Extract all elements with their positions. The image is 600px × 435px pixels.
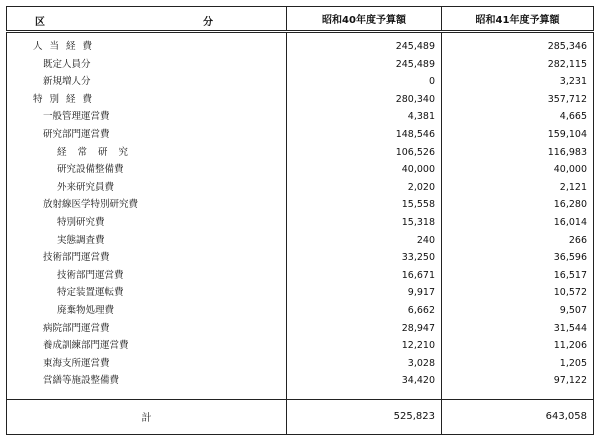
- row-fy40-value: 40,000: [287, 161, 442, 179]
- row-fy40-value: 28,947: [287, 320, 442, 338]
- total-fy41: 643,058: [442, 399, 594, 434]
- row-fy41-value: 16,280: [442, 196, 594, 214]
- row-fy41-value: 282,115: [442, 56, 594, 74]
- row-fy41-value: 9,507: [442, 302, 594, 320]
- row-label: 外来研究員費: [7, 179, 287, 197]
- header-category: [7, 7, 287, 32]
- row-fy40-value: 148,546: [287, 126, 442, 144]
- table-row: [7, 56, 594, 74]
- row-fy40-value: 16,671: [287, 267, 442, 285]
- row-fy41-value: 159,104: [442, 126, 594, 144]
- table-body: [7, 32, 594, 390]
- row-fy41-value: 16,517: [442, 267, 594, 285]
- row-fy41-value: 1,205: [442, 355, 594, 373]
- header-fy41: 昭和41年度予算額: [442, 7, 594, 32]
- row-label: 研究部門運営費: [7, 126, 287, 144]
- total-label: 計: [7, 399, 287, 434]
- row-fy40-value: 34,420: [287, 372, 442, 390]
- total-fy40: 525,823: [287, 399, 442, 434]
- row-label: 新規増人分: [7, 73, 287, 91]
- total-row: [7, 399, 594, 434]
- row-label: 病院部門運営費: [7, 320, 287, 338]
- row-fy40-value: 0: [287, 73, 442, 91]
- table-row: [7, 355, 594, 373]
- header-row: [7, 7, 594, 32]
- table-row: [7, 126, 594, 144]
- row-label: 研究設備整備費: [7, 161, 287, 179]
- header-category-left: 区: [35, 17, 45, 28]
- row-fy41-value: 3,231: [442, 73, 594, 91]
- row-label: 技術部門運営費: [7, 249, 287, 267]
- row-label: 技術部門運営費: [7, 267, 287, 285]
- row-fy41-value: 116,983: [442, 144, 594, 162]
- row-fy41-value: 285,346: [442, 32, 594, 56]
- row-fy40-value: 15,558: [287, 196, 442, 214]
- budget-table: [6, 6, 594, 435]
- row-label: 特 別 経 費: [7, 91, 287, 109]
- row-fy40-value: 280,340: [287, 91, 442, 109]
- row-fy41-value: 31,544: [442, 320, 594, 338]
- header-fy40: 昭和40年度予算額: [287, 7, 442, 32]
- table-row: [7, 267, 594, 285]
- row-fy40-value: 3,028: [287, 355, 442, 373]
- row-label: 実態調査費: [7, 232, 287, 250]
- table-row: [7, 196, 594, 214]
- table-row: [7, 302, 594, 320]
- row-fy40-value: 15,318: [287, 214, 442, 232]
- row-label: 特定装置運転費: [7, 284, 287, 302]
- table-row: [7, 91, 594, 109]
- table-row: [7, 372, 594, 390]
- row-fy41-value: 357,712: [442, 91, 594, 109]
- table-row: [7, 214, 594, 232]
- row-fy41-value: 97,122: [442, 372, 594, 390]
- row-label: 東海支所運営費: [7, 355, 287, 373]
- table-row: [7, 249, 594, 267]
- table-row: [7, 73, 594, 91]
- total-section: [7, 399, 594, 434]
- row-label: 放射線医学特別研究費: [7, 196, 287, 214]
- row-fy40-value: 106,526: [287, 144, 442, 162]
- row-fy40-value: 245,489: [287, 32, 442, 56]
- row-fy41-value: 40,000: [442, 161, 594, 179]
- table-row: [7, 320, 594, 338]
- row-fy40-value: 245,489: [287, 56, 442, 74]
- row-fy41-value: 2,121: [442, 179, 594, 197]
- row-fy41-value: 4,665: [442, 108, 594, 126]
- row-label: 養成訓練部門運営費: [7, 337, 287, 355]
- row-label: 廃棄物処理費: [7, 302, 287, 320]
- row-fy41-value: 36,596: [442, 249, 594, 267]
- row-fy40-value: 2,020: [287, 179, 442, 197]
- table-row: [7, 337, 594, 355]
- row-fy40-value: 4,381: [287, 108, 442, 126]
- table-spacer: [7, 390, 594, 400]
- row-fy40-value: 33,250: [287, 249, 442, 267]
- row-fy40-value: 12,210: [287, 337, 442, 355]
- row-fy41-value: 16,014: [442, 214, 594, 232]
- row-fy41-value: 266: [442, 232, 594, 250]
- table-row: [7, 108, 594, 126]
- budget-document: [6, 6, 593, 424]
- table-row: [7, 284, 594, 302]
- row-label: 経 常 研 究: [7, 144, 287, 162]
- table-row: [7, 179, 594, 197]
- row-label: 人 当 経 費: [7, 32, 287, 56]
- row-label: 一般管理運営費: [7, 108, 287, 126]
- table-row: [7, 232, 594, 250]
- table-row: [7, 144, 594, 162]
- row-label: 特別研究費: [7, 214, 287, 232]
- row-fy41-value: 10,572: [442, 284, 594, 302]
- row-label: 既定人員分: [7, 56, 287, 74]
- row-fy41-value: 11,206: [442, 337, 594, 355]
- row-fy40-value: 9,917: [287, 284, 442, 302]
- table-row: [7, 161, 594, 179]
- table-row: [7, 32, 594, 56]
- header-category-right: 分: [203, 17, 213, 28]
- row-fy40-value: 240: [287, 232, 442, 250]
- row-label: 営繕等施設整備費: [7, 372, 287, 390]
- row-fy40-value: 6,662: [287, 302, 442, 320]
